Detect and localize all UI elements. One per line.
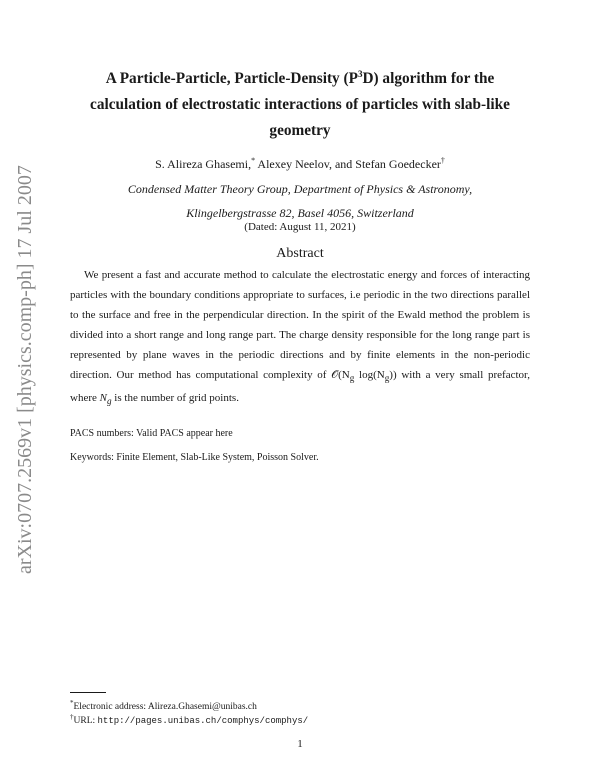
footnote-rule — [70, 692, 106, 693]
author-list — [70, 153, 530, 172]
complexity-expression: $𝒪(N_g$ $\log(N_g)$) — [331, 369, 397, 384]
title-superscript: 3 — [357, 68, 363, 79]
grid-points-symbol: $N_g$ — [99, 392, 112, 407]
title-part-2: D) algorithm for the calculation of electrostatic interactions of particles with slab-like geometry — [90, 70, 510, 139]
author-ghasemi: S. Alireza Ghasemi, — [155, 157, 252, 171]
footnote-email: *Electronic address: Alireza.Ghasemi@unibas.ch — [70, 699, 257, 713]
author-ghasemi-footnote-mark: * — [251, 156, 256, 165]
abstract-text-a: We present a fast and accurate method to calculate the electrostatic energy and forces of interacting particles with the boundary conditions appropriate to surfaces, i.e periodic in the two directions parallel to the surface and free in the perpendicular direction. In the spirit of the Ewald method the problem is divided into a short range and long range part. The charge density responsible for the long range part is represented by plane waves in the periodic directions and by finite elements in the non-periodic direction. Our method has computational complexity of — [70, 269, 530, 381]
pacs-numbers: PACS numbers: Valid PACS appear here — [70, 428, 233, 439]
keywords: Keywords: Finite Element, Slab-Like System, Poisson Solver. — [70, 452, 319, 463]
page-number: 1 — [297, 738, 303, 750]
arxiv-identifier-stamp: arXiv:0707.2569v1 [physics.comp-ph] 17 Jul 2007 — [14, 165, 36, 574]
homepage-link[interactable]: http://pages.unibas.ch/comphys/comphys/ — [97, 716, 309, 727]
affiliation-line-2: Klingelbergstrasse 82, Basel 4056, Switzerland — [186, 206, 414, 220]
abstract-text-c: is the number of grid points. — [111, 392, 239, 405]
footnote-url: †URL: http://pages.unibas.ch/comphys/comphys/ — [70, 713, 309, 727]
affiliation-line-1: Condensed Matter Theory Group, Department of Physics & Astronomy, — [127, 182, 473, 196]
abstract-heading: Abstract — [276, 246, 324, 261]
paper-title — [70, 66, 530, 144]
title-part-1: A Particle-Particle, Particle-Density (P — [105, 70, 358, 87]
author-neelov-goedecker: Alexey Neelov, and Stefan Goedecker — [255, 157, 441, 171]
author-goedecker-footnote-mark: † — [440, 156, 445, 165]
date-line: (Dated: August 11, 2021) — [244, 221, 356, 233]
abstract-text-b: with a very small prefactor, where — [70, 369, 530, 405]
affiliation — [70, 177, 530, 225]
email-address[interactable]: Alireza.Ghasemi@unibas.ch — [147, 702, 257, 713]
abstract-body — [70, 265, 530, 411]
